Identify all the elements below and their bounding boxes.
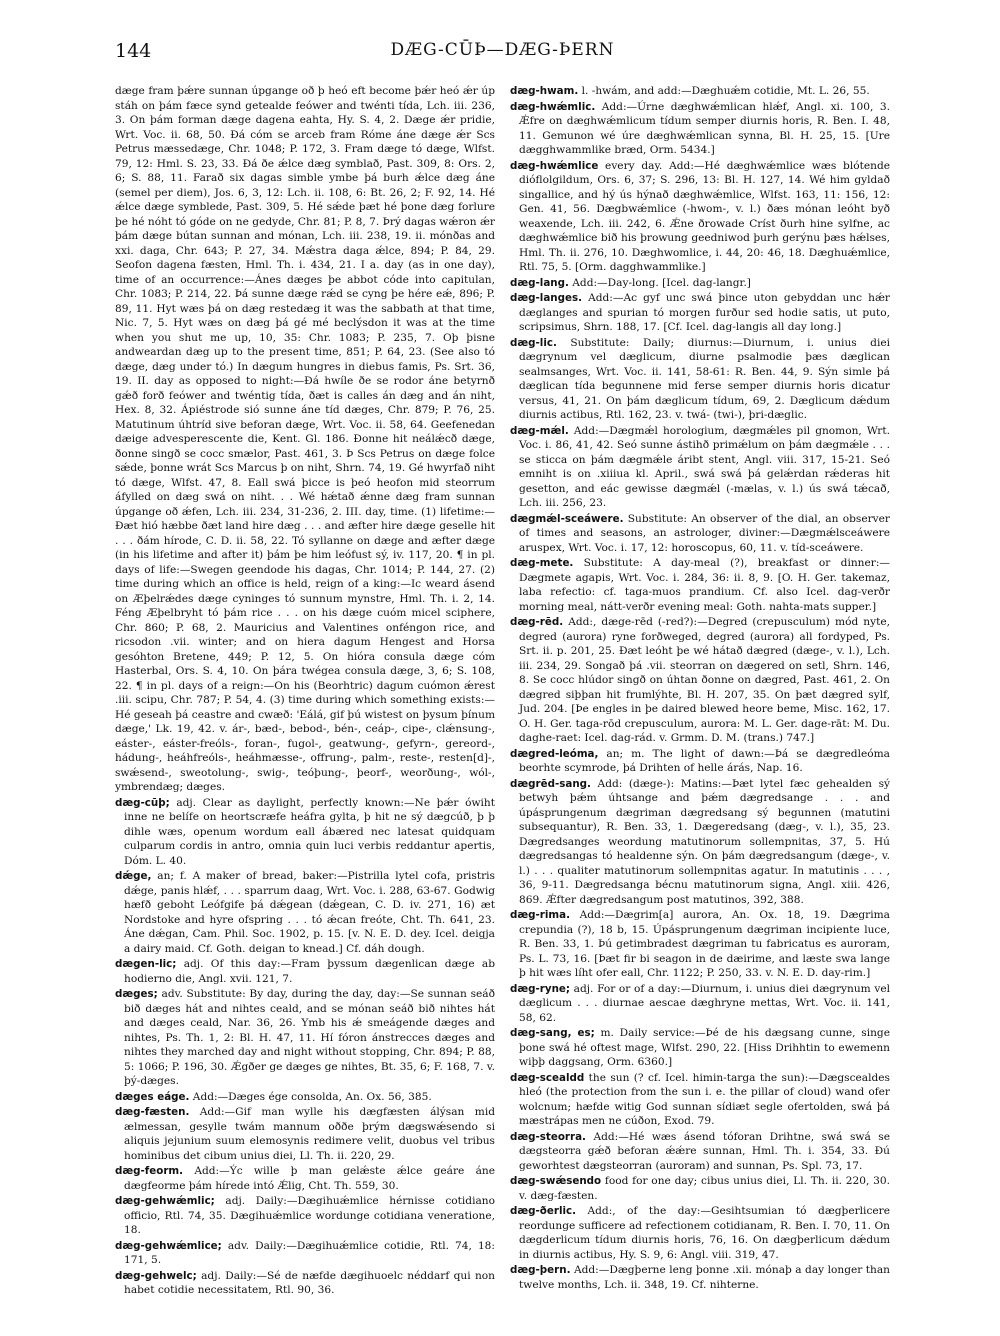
dictionary-entry — [510, 1071, 890, 1129]
entry-text: adj. Clear as daylight, perfectly known:—Ne þǽr ówiht inne ne belífe on heortscræfe heáfra gylta, þ hit ne sý dægcúð, þ þ dihle wæs, openum wordum eall ábæred nec latesat quidquam culparum cordis in antro, omnia quin luci verbis reddantur apertis, Dóm. L. 40. — [124, 796, 495, 867]
dictionary-entry — [115, 1164, 495, 1193]
dictionary-entry — [510, 1174, 890, 1203]
entry-headword: dæg-scealdd — [510, 1071, 585, 1084]
entry-text: Add:—Ýc wille þ man gelǽste ǽlce geáre áne dægfeorme þám hírede intó Ǽlig, Cht. Th. 559, 30. — [124, 1165, 495, 1192]
entry-text: adj. Of this day:—Fram þyssum dægenlican dæge ab hodierno die, Angl. xvii. 121, 7. — [124, 958, 495, 985]
dictionary-entry — [510, 1204, 890, 1262]
entry-headword: dægred-leóma, — [510, 747, 599, 760]
entry-headword: dæg-hwǽmlice — [510, 159, 599, 172]
text-columns — [115, 84, 890, 1304]
entry-text: Substitute: An observer of the dial, an observer of times and seasons, an astrologer, diviner:—Dægmǽlsceáwere aruspex, Wrt. Voc. i. 17, 12: horoscopus, 60, 11. v. tíd-sceáwere. — [519, 512, 890, 554]
entry-text: Add:, of the day:—Gesihtsumian tó dægþerlicere reordunge sufficere ad refectionem cotidianam, R. Ben. I. 70, 11. On dægderlicum tídum diurnis horis, 76, 16. On dægþerlicum dǽdum in diurnis actibus, Hy. S. 9, 6: Angl. viii. 319, 47. — [519, 1205, 890, 1261]
dictionary-entry — [510, 615, 890, 746]
entry-text: adj. Daily:—Sé de næfde dægihuoelc néddarf qui non habet cotidie necessitatem, Rtl. 90, 36. — [124, 1269, 495, 1296]
entry-text: Substitute: A day-meal (?), breakfast or dinner:—Dægmete agapis, Wrt. Voc. i. 284, 36: ii. 8, 9. [O. H. Ger. takemaz, laba refectio: cf. taga-muos prandium. Cf. also Icel. dag-verðr morning meal, nátt-verðr evening meal: Goth. nahta-mats supper.] — [519, 557, 890, 613]
entry-headword: dæges eáge. — [115, 1090, 190, 1103]
entry-text: food for one day; cibus unius diei, Ll. Th. ii. 220, 30. v. dæg-fæsten. — [519, 1175, 890, 1202]
entry-headword: dæg-mete. — [510, 557, 574, 569]
entry-text: m. Daily service:—Þé de his dægsang cunne, singe þone swá hé oftest mage, Wlfst. 290, 22. [Hiss Drihhtin to ewemenn wiþþ daggsang, Orm. 6360.] — [519, 1027, 890, 1068]
dictionary-entry — [510, 276, 890, 291]
entry-text: Add:—Day-long. [Icel. dag-langr.] — [568, 276, 751, 289]
dictionary-entry — [510, 908, 890, 981]
dictionary-entry — [510, 556, 890, 614]
entry-text: Add: (dæge-): Matins:—Þæt lytel fæc gehealden sý betwyh þǽm úhtsange and þǽm dægredsange . . . and úpásprungenum dægriman dægredsang sý begunnen (matutini subsequantur), R. Ben. 33, 1. Dægeredsang (dæg-, v. l.), 35, 23. Dægredsanges weordung matutinorum sollempnitas, 37, 5. Hú dægredsangas tó healdenne sýn. On þám dægredsangum (dæge-, v. l.) . . . qualiter matutinorum sollempnitas agatur. In matutinis . . . , 36, 9-11. Dægredsanga bécnu matutinorum signa, Angl. xiii. 426, 869. Ǽfter dægredsangum post matutinos, 392, 388. — [519, 777, 890, 906]
dictionary-entry — [510, 291, 890, 335]
entry-text: an; m. The light of dawn:—Þá se dægredleóma beorhte scymrode, þá Drihten of helle árás, Nap. 16. — [519, 747, 890, 774]
entry-headword: dæg-lic. — [510, 336, 557, 349]
dictionary-entry — [115, 987, 495, 1089]
dictionary-entry — [510, 84, 890, 99]
entry-headword: dæg-gehwǽmlic; — [115, 1195, 215, 1207]
dictionary-entry — [115, 84, 495, 795]
dictionary-entry — [115, 1239, 495, 1268]
entry-headword: dæg-fæsten. — [115, 1106, 190, 1118]
entry-text: Add:—Ac gyf unc swá þince uton gebyddan unc hǽr dæglanges and spurian tó morgen furður sed hodie satis, ut puto, scripsimus, Shrn. 188, 17. [Cf. Icel. dag-langis all day long.] — [519, 292, 890, 333]
entry-headword: dæg-gehwǽmlice; — [115, 1239, 222, 1252]
entry-text: Add:—Gif man wylle his dægfæsten álýsan mid ælmessan, gesylle twám mannum oððe þrým dægswǽsendo si aliquis jejunium suum elemosynis redimere velit, duobus vel tribus hominibus det cibum unius diei, Ll. Th. ii. 220, 29. — [124, 1106, 495, 1162]
entry-headword: dæg-ðerlic. — [510, 1205, 577, 1217]
entry-text: Add:—Dægmǽl horologium, dægmǽles pil gnomon, Wrt. Voc. i. 86, 41, 42. Seó sunne ástihð primǽlum on þám dægmǽle . . . se sticca on þám dægmǽle áribt stent, Angl. viii. 317, 15-21. Seó emniht is on .xiiiua kl. April., swá swá þá gelǽrdan rǽderas hit gesetton, and eác gewisse dægmǽl (-mælas, v. l.) ús swá tǽcað, Lch. iii. 256, 23. — [519, 424, 890, 509]
left-column — [115, 84, 495, 1304]
dictionary-entry — [510, 982, 890, 1026]
entry-headword: dæg-langes. — [510, 292, 583, 304]
running-head: DÆG-CŪÞ—DÆG-ÞERN — [390, 40, 615, 60]
entry-text: adj. Daily:—Dægihuǽmlice hérnisse cotidiano officio, Rtl. 74, 35. Dægihuǽmlice wordunge cotidiana veneratione, 18. — [124, 1195, 495, 1236]
dictionary-entry — [510, 747, 890, 776]
entry-text: Add:—Hé wæs ásend tóforan Drihtne, swá swá se dægsteorra gǽð beforan ǽǽre sunnan, Hml. Th. i. 354, 33. Ðú geworhtest dægsteorran (auroram) and sunnan, Ps. Spl. 73, 17. — [519, 1130, 890, 1172]
entry-headword: dæg-feorm. — [115, 1165, 184, 1177]
entry-headword: dǽge, — [115, 870, 152, 882]
dictionary-entry — [510, 1263, 890, 1292]
entry-headword: dæg-swǽsendo — [510, 1175, 602, 1187]
entry-text: dæge fram þǽre sunnan úpgange oð þ heó eft become þǽr heó ǽr úp stáh on þám fæce synd getealde feówer and twénti tída, Lch. iii. 236, 3. On þám forman dæge dagena eahta, Hy. S. 4, 2. Dæge ǽr pridie, Wrt. Voc. ii. 68, 50. Ðá cóm se arceb fram Róme áne dæge ǽr Scs Petrus mæssedæge, Chr. 1048; P. 172, 3. Fram dæge tó dæge, Wlfst. 79, 12: Hml. S. 23, 33. Ðá ðe ǽlce dæg symblað, Past. 309, 8: Ors. 2, 6; S. 88, 11. Farað six dagas simble ymbe þá burh ǽlce dæg áne (semel per diem), Jos. 6, 3, 12: Lch. ii. 108, 6: Bt. 26, 2; F. 92, 14. Hé ǽlce dæge symblede, Past. 309, 5. Hé sǽde þæt hé þone dæg forlure þe hé nóht tó góde on ne gedyde, Chr. 81; P. 8, 7. Þrý dagas wǽron ǽr þám dæge bútan sunnan and mónan, Lch. iii. 238, 19. ii. mónðas and xxi. daga, Chr. 643; P. 27, 34. Mǽstra daga ǽlce, 894; P. 84, 29. Seofon dagena fæsten, Hml. Th. i. 434, 21. I a. day (as in one day), time of an occurrence:—Ánes dæges þe abbot códe into capitulan, Chr. 1083; P. 214, 22. Þá sunne dæge rǽd se cyng þe hére eǽ, 896; P. 89, 11. Hyt wæs þá on dæg restedæg it was the sabbath at that time, Nic. 7, 5. Hyt wæs on dæg þá gé mé beclýsdon it was at the time when you shut me up, 10, 35: Chr. 1083; P. 235, 7. Oþ þisne andweardan dæg up to the present time, 851; P. 64, 23. (See also tó dæge, dæg under tó.) In dægum hungres in diebus famis, Ps. Srt. 36, 19. II. day as opposed to night:—Ðá hwíle ðe se rodor áne betyrnð gǽð forð feówer and twéntig tída, ðæt is calles án dæg and án niht, Hex. 8, 32. Ápiéstrode sió sunne áne tíd dæges, Chr. 879; P. 76, 25. Matutinum úhtríd sive beforan dæge, Wrt. Voc. ii. 58, 64. Geefenedan dæige advesperescente die, Kent. Gl. 186. Ðonne hit neálǽcð dæge, ðonne singð se cocc smælor, Past. 461, 3. Þ Scs Petrus on dæge folce sǽde, þonne wrát Scs Marcus þ on niht, Shrn. 74, 19. Gé hwyrfað niht tó dæge, Wlfst. 47, 8. Eall swá þicce is þeó heofon mid steorrum áfylled on dæg swá on niht. . . Wé hǽtað ǽnne dæg fram sunnan úpgange oð ǽfen, Lch. iii. 234, 31-236, 2. III. day, time. (1) lifetime:—Ðæt hió hæbbe ðæt land hire dæg . . . and æfter hire dæge geselle hit . . . ðám hírode, C. D. ii. 58, 22. Tó syllanne on dæge and æfter dæge (in his lifetime and after it) þám þe him leófust sý, iv. 117, 20. ¶ in pl. days of life:—Swegen geendode his dagas, Chr. 1014; P. 144, 27. (2) time during which an office is held, reign of a king:—Ic weard ásend on Æþelrǽdes dæge cyninges tó sunnum mynstre, Hml. Th. i. 2, 14. Féng Æþelbryht tó þám rice . . . on his dæge cuóm micel sciphere, Chr. 860; P. 68, 2. Mauricius and Valentines onféngon rice, and ricsodon .vii. winter; and on hiera dagum Hengest and Horsa gesóhton Bretene, 449; P. 12, 5. On hióra consula dæge cóm Hasterbal, Ors. S. 4, 10. On þára twégea consula dæge, 3, 6; S. 108, 22. ¶ in pl. days of a reign:—On his (Beorhtric) dagum cuómon ǽrest .iii. scipu, Chr. 787; P. 54, 4. (3) time during which something exists:—Hé geseah þá ceastre and cwæð: 'Eálá, gif þú wistest on þysum þínum dæge,' Lk. 19, 42. v. ár-, bæd-, bebod-, bén-, ceáp-, cipe-, clǽnsung-, eáster-, eáster-freóls-, foran-, fugol-, geatwung-, gefyrn-, gereord-, hádung-, heáhfreóls-, heáhmæsse-, offrung-, palm-, reste-, resten[d]-, swǽsend-, sweotolung-, swig-, teóþung-, þeorf-, weorðung-, wól-, ymbrendæg; dæges. — [115, 85, 495, 793]
entry-headword: dæg-sang, es; — [510, 1027, 595, 1039]
dictionary-entry — [510, 1026, 890, 1070]
entry-headword: dæg-hwǽmlic. — [510, 100, 596, 113]
page-number: 144 — [115, 40, 152, 62]
dictionary-entry — [510, 1130, 890, 1174]
dictionary-entry — [510, 100, 890, 158]
entry-headword: dægmǽl-sceáwere. — [510, 512, 624, 525]
dictionary-entry — [115, 1105, 495, 1163]
entry-headword: dæges; — [115, 988, 158, 1000]
entry-text: adj. For or of a day:—Diurnum, i. unius diei dægrynum vel dæglicum . . . diurnae aescae dæghryne mettas, Wrt. Voc. ii. 141, 58, 62. — [519, 982, 890, 1024]
dictionary-entry — [115, 1090, 495, 1105]
entry-headword: dægrēd-sang. — [510, 777, 591, 790]
dictionary-entry — [510, 159, 890, 275]
entry-headword: dæg-gehwelc; — [115, 1269, 197, 1282]
entry-text: Add:—Dægþerne leng þonne .xii. mónaþ a day longer than twelve months, Lch. ii. 348, 19. Cf. nihterne. — [519, 1264, 890, 1291]
dictionary-entry — [115, 957, 495, 986]
entry-headword: dæg-cūþ; — [115, 796, 170, 809]
entry-text: Add:—Dægrim[a] aurora, An. Ox. 18, 19. Dægrima crepundia (?), 18 b, 15. Úpásprungenum dægriman incipiente luce, R. Ben. 33, 1. Þú getimbradest dægriman tu fabricatus es auroram, Ps. L. 73, 16. [Þæt fir bi seagon in de dæirime, and læste swa lange þ hit wæs líht ofer eall, Chr. 1122; P. 250, 33. v. N. E. D. day-rim.] — [519, 909, 890, 979]
entry-text: adv. Substitute: By day, during the day, day:—Se sunnan seáð bið dæges hát and nihtes ceald, and se mónan seáð bið nihtes hát and dæges ceald, Nar. 36, 26. Ymb his ǽ smeágende dæges and nihtes, Ps. Th. 1, 2: Bl. H. 47, 11. Hí fóron ánstrecces dæges and nihtes they marched day and night without stopping, Chr. 894; P. 88, 5: 1066; P. 196, 30. Ǽgðer ge dæges ge nihtes, Bt. 35, 6; F. 168, 7. v. þý-dæges. — [124, 988, 495, 1087]
right-column — [510, 84, 890, 1304]
entry-text: Substitute: Daily; diurnus:—Diurnum, i. unius diei dægrynum vel dæglicum, diurne psalmodie þæs dæglican sealmsanges, Wrt. Voc. ii. 141, 58-61: R. Ben. 44, 9. Sýn simle þá dæglican tída begunnene mid ferse semper diurnis horis dicatur versus, 41, 21. On þám dæglicum tídum, 69, 2. Dæglicum dǽdum diurnis actibus, Rtl. 162, 23. v. twá- (twi-), þri-dæglic. — [519, 336, 890, 421]
entry-headword: dæg-rima. — [510, 909, 571, 921]
entry-headword: dæg-lang. — [510, 276, 569, 289]
dictionary-entry — [115, 1269, 495, 1298]
entry-text: an; f. A maker of bread, baker:—Pistrilla lytel cofa, pristris dǽge, panis hlǽf, . . . sparrum daag, Wrt. Voc. i. 288, 63-67. Godwig hæfð geboht Leófgife þá dǽgean (dǽgean, C. D. iv. 271, 16) æt Nordstoke and hyre ofspring . . . tó ǽcan freóte, Cht. Th. 641, 23. Áne dǽgan, Cam. Phil. Soc. 1902, p. 15. [v. N. E. D. dey. Icel. deigja a dairy maid. Cf. Goth. deigan to knead.] Cf. dáh dough. — [124, 870, 495, 955]
entry-headword: dæg-steorra. — [510, 1130, 586, 1143]
entry-headword: dæg-rēd. — [510, 616, 564, 628]
dictionary-entry — [510, 424, 890, 511]
dictionary-entry — [510, 777, 890, 908]
entry-text: the sun (? cf. Icel. himin-targa the sun):—Dægscealdes hleó (the protection from the sun i. e. the pillar of cloud) wand ofer wolcnum; hæfde witig God sunnan sídiæt segle ofertolden, swá þá mæstrápas men ne cúðon, Exod. 79. — [519, 1071, 890, 1127]
entry-headword: dægen-lic; — [115, 958, 177, 970]
entry-text: adv. Daily:—Dægihuǽmlice cotidie, Rtl. 74, 18: 171, 5. — [124, 1239, 495, 1266]
entry-headword: dæg-ryne; — [510, 982, 571, 995]
entry-text: Add:, dæge-rēd (-red?):—Degred (crepusculum) mód nyte, degred (aurora) ryne forðweged, degred (aurora) all fordyped, Ps. Srt. ii. p. 201, 25. Ðæt leóht þe wé hátað dægred (dæge-, v. l.), Lch. iii. 234, 29. Songað þá .vii. steorran on dægered on setl, Shrn. 146, 8. Se cocc hlúdor singð on úhtan ðonne on dægred, Past. 461, 2. On dægred siþþan hit frumlýhte, Bl. H. 207, 35. On þæt dægred sylf, Jud. 204. [Þe engles in þe daired blewed heore beme, Misc. 162, 17. O. H. Ger. taga-rōd crepusculum, aurora: M. L. Ger. dage-rāt: M. Du. daghe-raet: Icel. dag-rád. v. Grmm. D. M. (trans.) 747.] — [519, 616, 890, 744]
entry-headword: dæg-þern. — [510, 1264, 571, 1276]
entry-text: every day. Add:—Hé dæghwǽmlice wæs blótende dióflolgildum, Ors. 6, 37; S. 296, 13: Bl. H. 127, 14. Wé him gyldað singallice, and hý ús hýnað dæghwǽmlice, Wlfst. 163, 11: 156, 12: Gen. 41, 56. Dægbwǽmlice (-hwom-, v. l.) ðæs mónan leóht byð weaxende, Lch. iii. 242, 6. Ǽne ðrowade Críst ðurh hine sylfne, ac dæghwǽmlice bið his þrowung geedniwod þurh gerýnu þæs hǽlses, Hml. Th. ii. 276, 10. Dæghwomlice, i. 44, 20: 46, 18. Dæghuǽmlice, Rtl. 75, 5. [Orm. dagghwammlike.] — [519, 159, 890, 273]
entry-text: l. -hwám, and add:—Dæghuǽm cotidie, Mt. L. 26, 55. — [578, 85, 870, 97]
dictionary-entry — [510, 512, 890, 556]
dictionary-entry — [510, 336, 890, 423]
entry-headword: dæg-hwam. — [510, 85, 579, 97]
dictionary-entry — [115, 869, 495, 956]
entry-headword: dæg-mǽl. — [510, 424, 569, 437]
entry-text: Add:—Úrne dæghwǽmlican hlǽf, Angl. xi. 100, 3. Ǽfre on dæghwǽmlicum tídum semper diurnis horis, R. Ben. I. 48, 11. Gemunon wé úre dæghwǽmlican synna, Bl. H. 25, 15. [Ure dægghwammlike bræd, Orm. 5434.] — [519, 100, 890, 156]
entry-text: Add:—Dæges ége consolda, An. Ox. 56, 385. — [189, 1090, 432, 1103]
page-header — [115, 40, 890, 80]
dictionary-entry — [115, 1194, 495, 1238]
dictionary-entry — [115, 796, 495, 869]
